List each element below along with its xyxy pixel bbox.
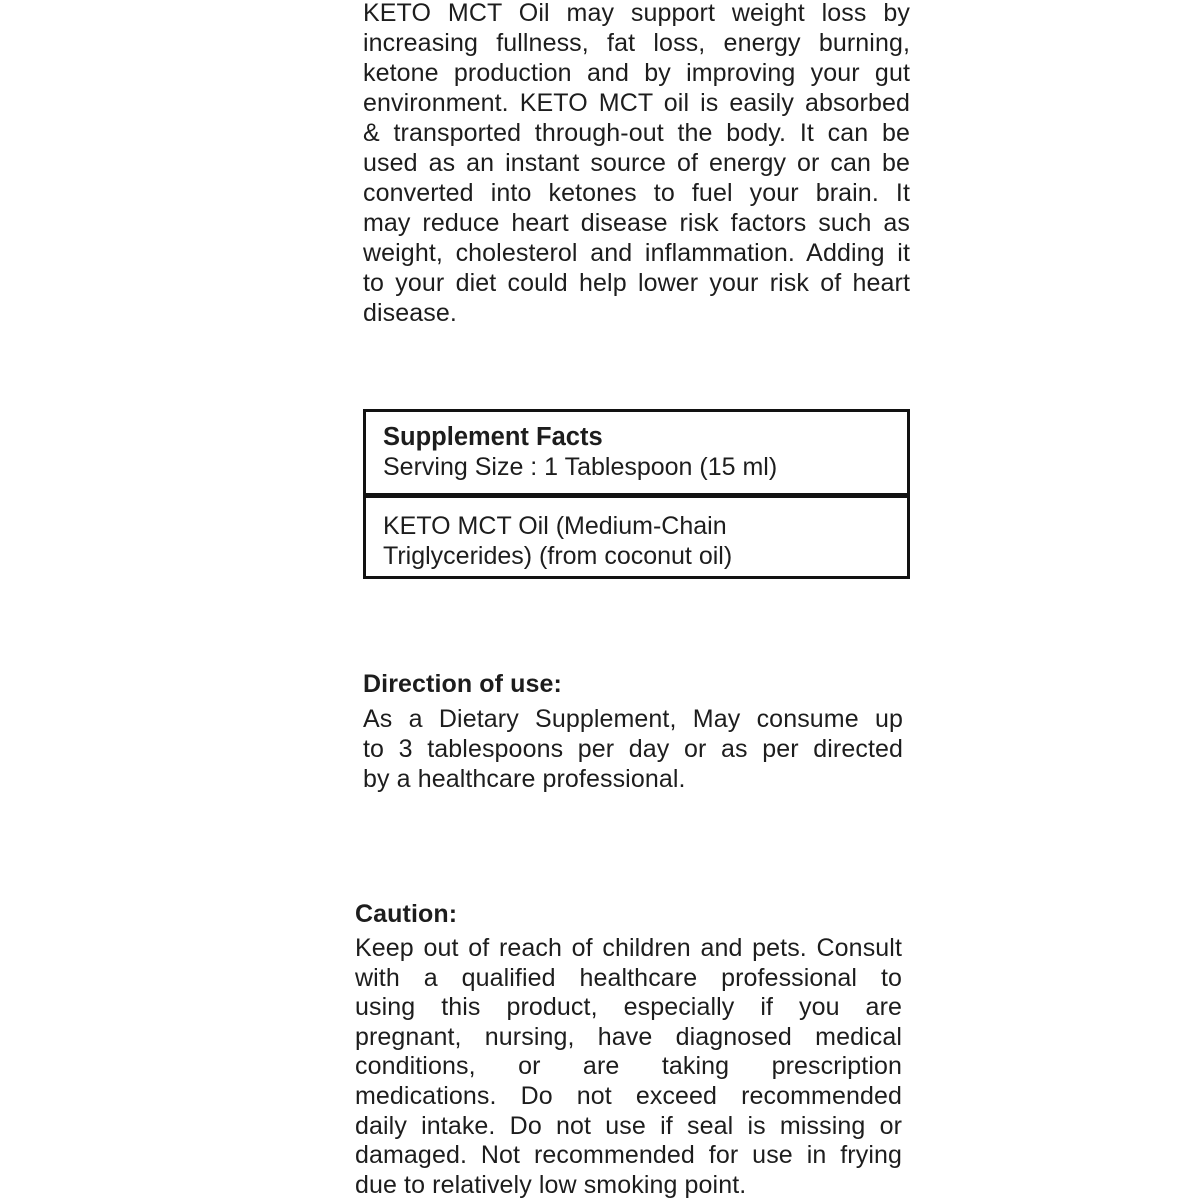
intro-paragraph — [363, 0, 910, 328]
text-line: due to relatively low smoking point. — [355, 1170, 747, 1199]
text-line: with a qualified healthcare professional to — [355, 963, 902, 992]
supplement-facts-header — [366, 412, 907, 482]
text-line: & transported through-out the body. It can be — [363, 119, 910, 147]
text-line: may reduce heart disease risk factors such as — [363, 209, 910, 237]
text-line: environment. KETO MCT oil is easily absorbed — [363, 89, 910, 117]
text-line: KETO MCT Oil (Medium-Chain — [383, 512, 727, 540]
caution-section — [355, 899, 902, 1200]
text-line: by a healthcare professional. — [363, 765, 686, 793]
text-line: conditions, or are taking prescription — [355, 1052, 902, 1081]
text-line: using this product, especially if you are — [355, 993, 902, 1022]
text-line: damaged. Not recommended for use in frying — [355, 1141, 902, 1170]
supplement-facts-box — [363, 409, 910, 579]
text-line: ketone production and by improving your gut — [363, 59, 910, 87]
text-line: Keep out of reach of children and pets. Consult — [355, 934, 902, 962]
directions-section — [363, 669, 903, 794]
text-line: daily intake. Do not use if seal is missing or — [355, 1111, 902, 1140]
caution-heading: Caution: — [355, 900, 458, 928]
directions-heading: Direction of use: — [363, 670, 562, 698]
supplement-facts-title: Supplement Facts — [383, 423, 603, 451]
text-line: converted into ketones to fuel your brain. It — [363, 179, 910, 207]
text-line: increasing fullness, fat loss, energy burning, — [363, 29, 910, 57]
text-line: medications. Do not exceed recommended — [355, 1081, 902, 1110]
text-line: Triglycerides) (from coconut oil) — [383, 542, 733, 570]
text-line: KETO MCT Oil may support weight loss by — [363, 0, 910, 27]
text-line: As a Dietary Supplement, May consume up — [363, 705, 903, 733]
serving-size-text: Serving Size : 1 Tablespoon (15 ml) — [383, 453, 778, 481]
directions-text — [363, 704, 903, 794]
text-line: weight, cholesterol and inflammation. Adding it — [363, 239, 910, 267]
text-line: disease. — [363, 299, 457, 327]
ingredient-text — [366, 498, 907, 571]
text-line: to 3 tablespoons per day or as per directed — [363, 735, 903, 763]
text-line: pregnant, nursing, have diagnosed medical — [355, 1022, 902, 1051]
text-line: to your diet could help lower your risk of heart — [363, 269, 910, 297]
text-line: used as an instant source of energy or can be — [363, 149, 910, 177]
caution-text — [355, 934, 902, 1200]
